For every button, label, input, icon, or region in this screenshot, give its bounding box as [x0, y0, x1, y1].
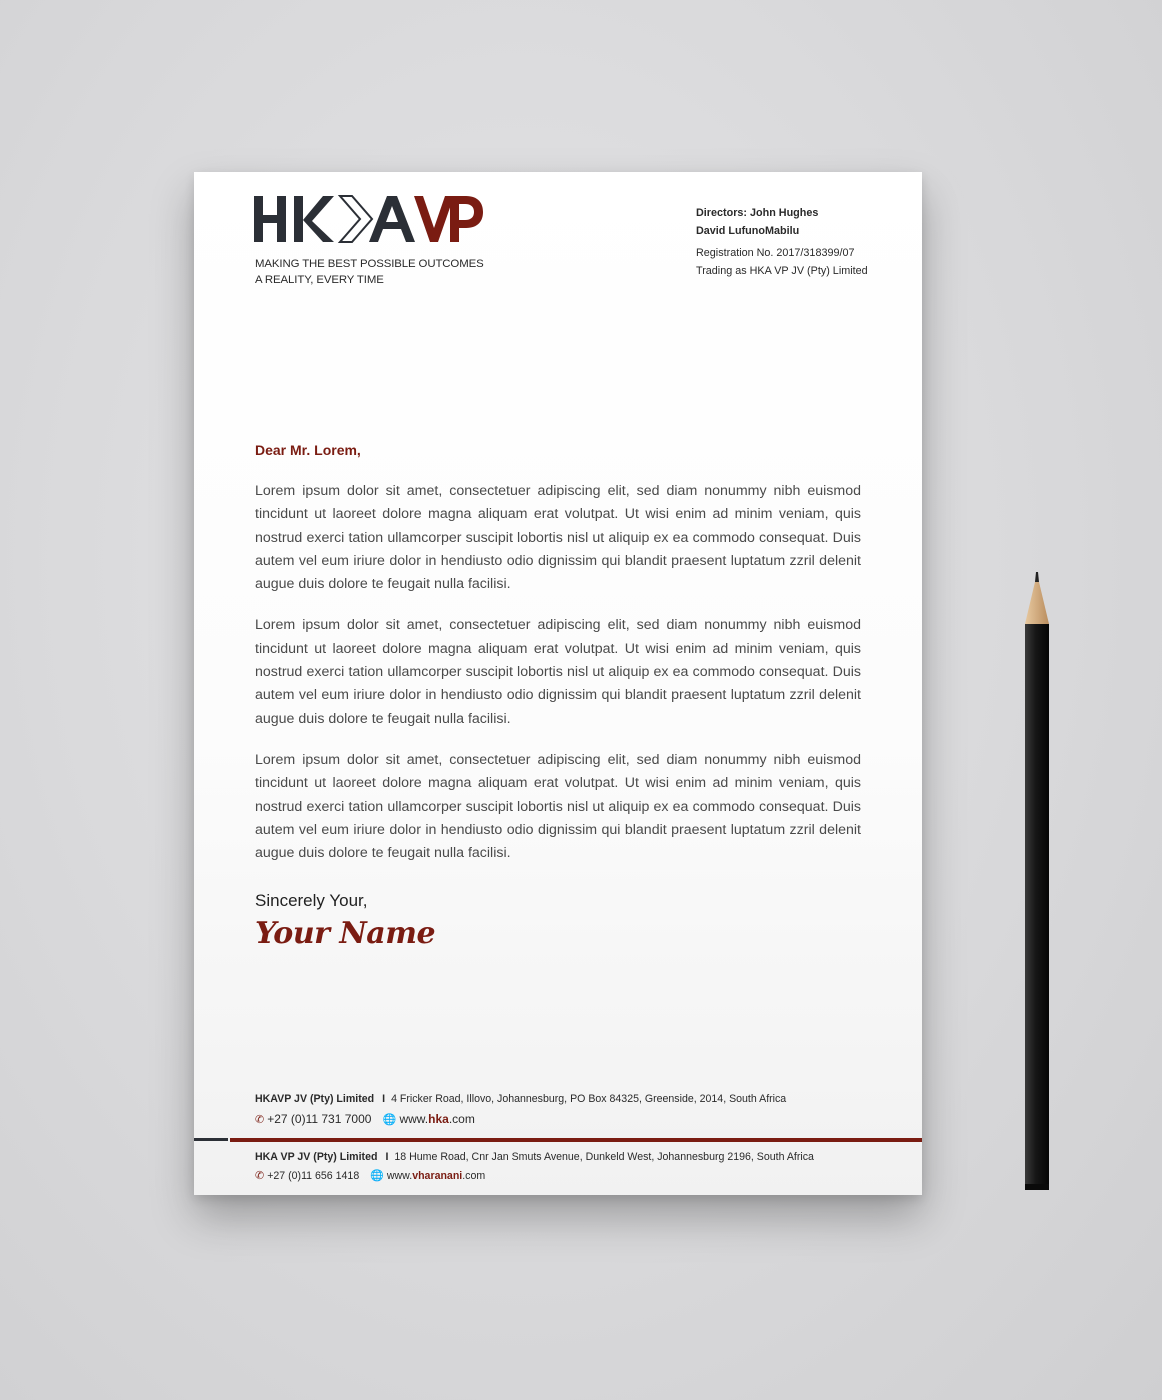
footer-separator: I [385, 1151, 389, 1163]
footer-divider-dark [194, 1138, 228, 1141]
footer-office-2-address [255, 1151, 814, 1163]
footer-website-2[interactable] [370, 1170, 485, 1182]
tagline-line-2: A REALITY, EVERY TIME [255, 274, 384, 286]
footer-office-1-address [255, 1093, 786, 1105]
registration-number: Registration No. 2017/318399/07 [696, 247, 855, 259]
footer-phone-1: +27 (0)11 731 7000 [267, 1112, 372, 1126]
footer-company-1: HKAVP JV (Pty) Limited [255, 1093, 375, 1105]
footer-address-1: 4 Fricker Road, Illovo, Johannesburg, PO Box 84325, Greenside, 2014, South Africa [391, 1093, 787, 1105]
tagline-line-1: MAKING THE BEST POSSIBLE OUTCOMES [255, 258, 484, 270]
footer-website-1[interactable] [383, 1112, 475, 1126]
company-tagline [255, 256, 484, 288]
body-paragraph-1: Lorem ipsum dolor sit amet, consectetuer adipiscing elit, sed diam nonummy nibh euismod tincidunt ut laoreet dolore magna aliquam erat volutpat. Ut wisi enim ad minim veniam, quis nostrud exerci tation ullamcorper suscipit lobortis nisl ut aliquip ex ea commodo consequat. Duis autem vel eum iriure dolor in hendiusto odio dignissim qui blandit praesent luptatum zzril delenit augue duis dolore te feugait nulla facilisi. [255, 483, 861, 593]
directors-line-1: Directors: John Hughes [696, 207, 819, 219]
phone-icon: ✆ [255, 1114, 265, 1126]
footer-separator: I [382, 1093, 386, 1105]
web-domain: vharanani [412, 1170, 463, 1182]
logo-graphic [254, 194, 484, 246]
web-suffix: .com [448, 1112, 475, 1126]
pencil-icon [1022, 572, 1052, 1194]
globe-icon: 🌐 [382, 1114, 397, 1126]
signature: Your Name [255, 916, 436, 951]
globe-icon: 🌐 [370, 1170, 384, 1182]
footer-company-2: HKA VP JV (Pty) Limited [255, 1151, 378, 1163]
letter-body [255, 480, 861, 883]
footer-phone-2: +27 (0)11 656 1418 [267, 1170, 360, 1182]
web-prefix: www. [399, 1112, 429, 1126]
letter-greeting: Dear Mr. Lorem, [255, 442, 361, 458]
footer-address-2: 18 Hume Road, Cnr Jan Smuts Avenue, Dunkeld West, Johannesburg 2196, South Africa [394, 1151, 814, 1163]
company-logo [254, 194, 484, 246]
pencil-prop [1022, 572, 1052, 1194]
web-prefix: www. [386, 1170, 413, 1182]
web-domain: hka [428, 1112, 449, 1126]
directors-line-2: David LufunoMabilu [696, 225, 800, 237]
letterhead-sheet [194, 172, 922, 1195]
body-paragraph-2: Lorem ipsum dolor sit amet, consectetuer adipiscing elit, sed diam nonummy nibh euismod tincidunt ut laoreet dolore magna aliquam erat volutpat. Ut wisi enim ad minim veniam, quis nostrud exerci tation ullamcorper suscipit lobortis nisl ut aliquip ex ea commodo consequat. Duis autem vel eum iriure dolor in hendiusto odio dignissim qui blandit praesent luptatum zzril delenit augue duis dolore te feugait nulla facilisi. [255, 617, 861, 727]
letter-closing: Sincerely Your, [255, 891, 368, 910]
phone-icon: ✆ [255, 1170, 265, 1182]
company-details [696, 204, 868, 280]
footer-office-2-contact [255, 1169, 485, 1182]
footer-divider-red [230, 1138, 922, 1142]
body-paragraph-3: Lorem ipsum dolor sit amet, consectetuer adipiscing elit, sed diam nonummy nibh euismod tincidunt ut laoreet dolore magna aliquam erat volutpat. Ut wisi enim ad minim veniam, quis nostrud exerci tation ullamcorper suscipit lobortis nisl ut aliquip ex ea commodo consequat. Duis autem vel eum iriure dolor in hendiusto odio dignissim qui blandit praesent luptatum zzril delenit augue duis dolore te feugait nulla facilisi. [255, 751, 861, 862]
footer-office-1-contact [255, 1112, 475, 1126]
web-suffix: .com [462, 1170, 486, 1182]
trading-as: Trading as HKA VP JV (Pty) Limited [696, 265, 868, 277]
